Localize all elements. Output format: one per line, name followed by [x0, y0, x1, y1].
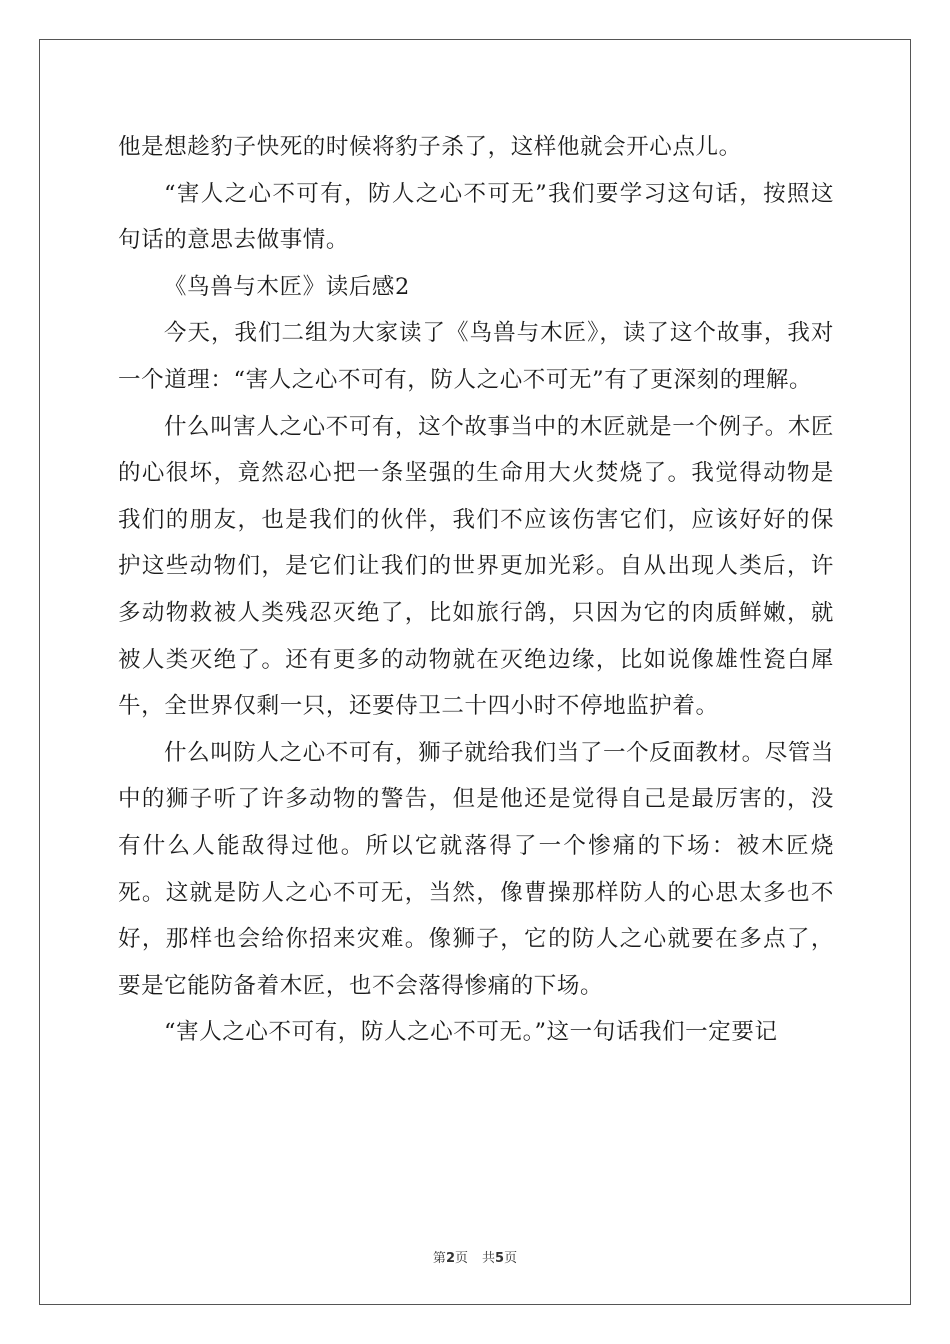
- total-pages: 5: [495, 1251, 505, 1266]
- paragraph-5: 什么叫防人之心不可有，狮子就给我们当了一个反面教材。尽管当中的狮子听了许多动物的警告，但是他还是觉得自己是最厉害的，没有什么人能敌得过他。所以它就落得了一个惨痛的下场：被木匠烧死。这就是防人之心不可无，当然，像曹操那样防人的心思太多也不好，那样也会给你招来灾难。像狮子，它的防人之心就要在多点了，要是它能防备着木匠，也不会落得惨痛的下场。: [118, 739, 834, 999]
- paragraph-3: 今天，我们二组为大家读了《鸟兽与木匠》，读了这个故事，我对一个道理：“害人之心不可有，防人之心不可无”有了更深刻的理解。: [118, 320, 834, 393]
- page-suffix: 页: [454, 1251, 468, 1266]
- paragraph-2: “害人之心不可有，防人之心不可无”我们要学习这句话，按照这句话的意思去做事情。: [118, 180, 834, 254]
- total-prefix: 共: [482, 1251, 496, 1266]
- paragraph-1: 他是想趁豹子快死的时候将豹子杀了，这样他就会开心点儿。: [118, 134, 742, 160]
- document-body: [118, 124, 834, 1056]
- page-number: 2: [445, 1251, 455, 1266]
- paragraph-6: “害人之心不可有，防人之心不可无。”这一句话我们一定要记: [164, 1019, 778, 1046]
- section-heading: 《鸟兽与木匠》读后感2: [164, 273, 410, 300]
- page-prefix: 第: [432, 1251, 446, 1266]
- page-footer: [0, 1247, 950, 1266]
- total-suffix: 页: [504, 1251, 518, 1266]
- paragraph-4: 什么叫害人之心不可有，这个故事当中的木匠就是一个例子。木匠的心很坏，竟然忍心把一条坚强的生命用大火焚烧了。我觉得动物是我们的朋友，也是我们的伙伴，我们不应该伤害它们，应该好好的保护这些动物们，是它们让我们的世界更加光彩。自从出现人类后，许多动物救被人类残忍灭绝了，比如旅行鸽，只因为它的肉质鲜嫩，就被人类灭绝了。还有更多的动物就在灭绝边缘，比如说像雄性瓷白犀牛，全世界仅剩一只，还要侍卫二十四小时不停地监护着。: [118, 413, 834, 720]
- page-indicator: [433, 1251, 468, 1266]
- total-indicator: [482, 1251, 517, 1266]
